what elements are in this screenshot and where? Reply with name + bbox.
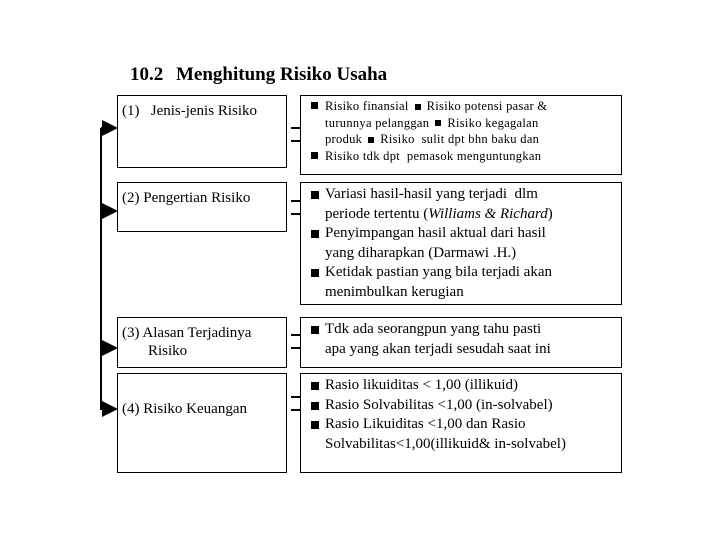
row-4-label: (4) Risiko Keuangan	[122, 401, 247, 417]
title-number: 10.2	[130, 64, 164, 85]
title-text: Menghitung Risiko Usaha	[176, 64, 388, 85]
row-4-detail-box	[300, 373, 622, 473]
list-item: Rasio Solvabilitas <1,00 (in-solvabel)	[311, 396, 617, 416]
row-4-label-box	[117, 373, 287, 473]
list-item: Rasio Likuiditas <1,00 dan Rasio	[311, 415, 617, 435]
connector-spine	[100, 128, 102, 410]
row-2-label: (2) Pengertian Risiko	[122, 190, 251, 206]
row-3-items	[311, 320, 617, 359]
list-item-cont: Solvabilitas<1,00(illikuid& in-solvabel)	[325, 435, 566, 452]
row-3-detail-box	[300, 317, 622, 368]
row-1-label-box	[117, 95, 287, 168]
row-2-items	[311, 185, 617, 302]
list-item-cont: produk Risiko sulit dpt bhn baku dan	[325, 132, 540, 146]
row-3-label: (3) Alasan Terjadinya Risiko	[122, 325, 252, 359]
list-item: Ketidak pastian yang bila terjadi akan	[311, 263, 617, 283]
list-item-cont: yang diharapkan (Darmawi .H.)	[325, 244, 517, 261]
row-1-label: (1) Jenis-jenis Risiko	[122, 103, 257, 119]
list-item: Risiko tdk dpt pemasok menguntungkan	[311, 148, 617, 165]
row-4-items	[311, 376, 617, 454]
page-title	[130, 64, 387, 86]
list-item: Variasi hasil-hasil yang terjadi dlm	[311, 185, 617, 205]
list-item-cont: menimbulkan kerugian	[325, 283, 464, 300]
row-3-label-box	[117, 317, 287, 368]
list-item: Tdk ada seorangpun yang tahu pasti	[311, 320, 617, 340]
dash-connectors	[291, 128, 300, 410]
list-item: Rasio likuiditas < 1,00 (illikuid)	[311, 376, 617, 396]
list-item-cont: periode tertentu (Williams & Richard)	[325, 205, 553, 222]
row-1-detail-box	[300, 95, 622, 175]
list-item-cont: apa yang akan terjadi sesudah saat ini	[325, 340, 551, 357]
list-item: Penyimpangan hasil aktual dari hasil	[311, 224, 617, 244]
row-2-label-box	[117, 182, 287, 232]
list-item: Risiko finansial Risiko potensi pasar &	[311, 98, 617, 115]
list-item-cont: turunnya pelanggan Risiko kegagalan	[325, 115, 539, 130]
row-2-detail-box	[300, 182, 622, 305]
row-1-items	[311, 98, 617, 164]
